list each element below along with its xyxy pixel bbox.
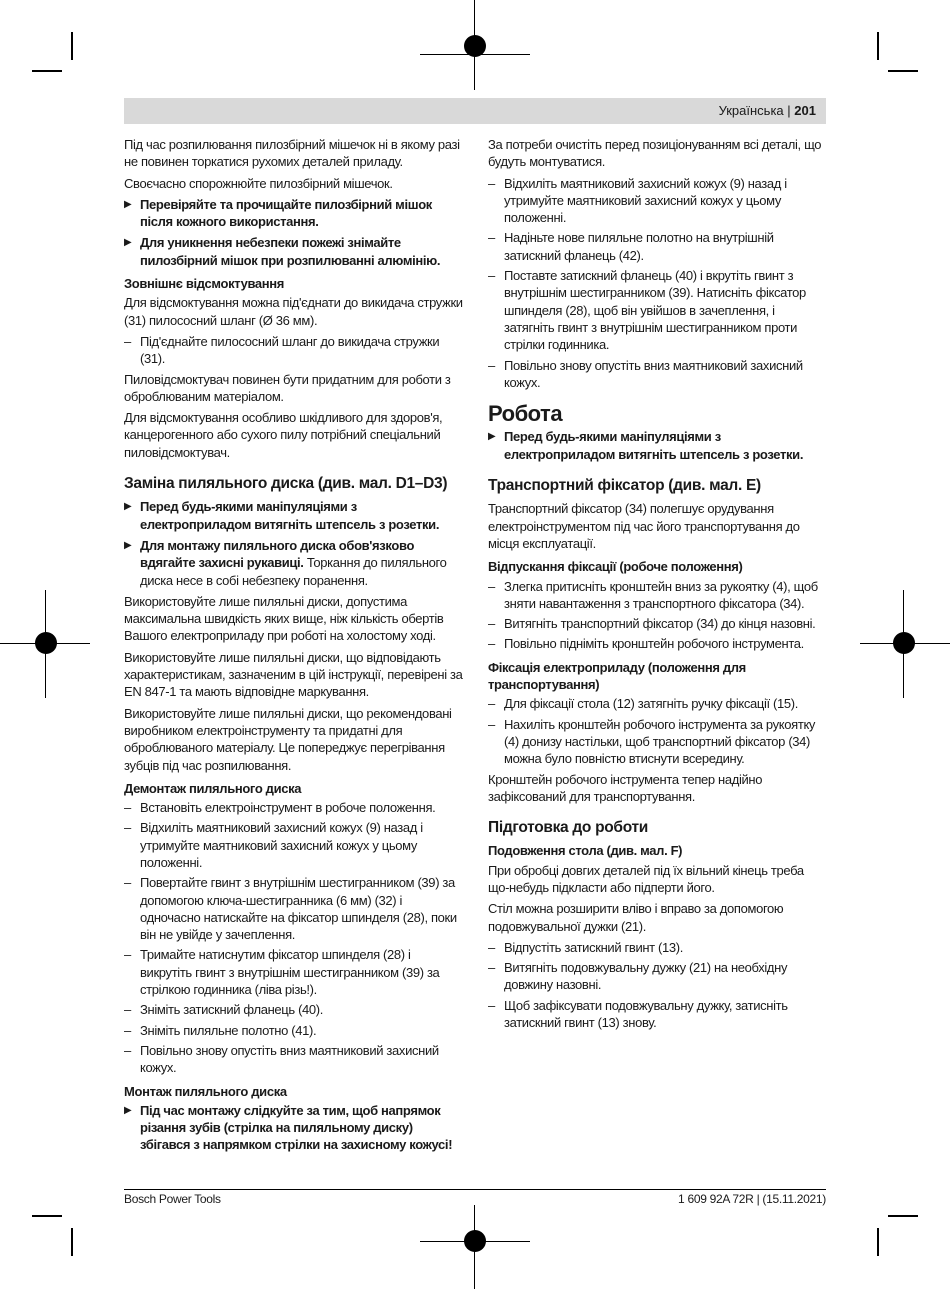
- dash-item: – Повільно знову опустіть вниз маятниковий захисний кожух.: [124, 1042, 439, 1076]
- paragraph: Стіл можна розширити вліво і вправо за допомогою подовжувальної дужки (21).: [488, 901, 784, 934]
- dash-item: – Під'єднайте пилососний шланг до викидача стружки (31).: [124, 333, 440, 367]
- header-separator: |: [787, 103, 791, 118]
- triangle-bullet-icon: ▶: [124, 539, 132, 551]
- dash-item: – Відпустіть затискний гвинт (13).: [488, 939, 684, 955]
- section-subheading: Демонтаж пиляльного диска: [124, 780, 302, 796]
- section-subheading: Відпускання фіксації (робоче положення): [488, 559, 743, 575]
- registration-dot: [464, 35, 486, 57]
- section-heading: Підготовка до роботи: [488, 819, 649, 837]
- dash-item: – Для фіксації стола (12) затягніть ручку фіксації (15).: [488, 696, 799, 712]
- paragraph: Використовуйте лише пиляльні диски, що рекомендовані виробником електроінструменту та придатні для оброблюваного матеріалу. Це попереджує перегрівання зубців під час розпилювання.: [124, 705, 452, 773]
- dash-item: – Відхиліть маятниковий захисний кожух (9) назад і утримуйте маятниковий захисний кожух у цьому положенні.: [124, 820, 423, 870]
- paragraph: Транспортний фіксатор (34) полегшує орудування електроінструментом під час його транспортування до місця експлуатації.: [488, 501, 800, 551]
- dash-item: – Злегка притисніть кронштейн вниз за рукоятку (4), щоб зняти навантаження з транспортного фіксатора (34).: [488, 578, 818, 611]
- dash-item: – Повільно знову опустіть вниз маятниковий захисний кожух.: [488, 357, 803, 390]
- paragraph: При обробці довгих деталей під їх вільний кінець треба що-небудь підкласти або підперти його.: [488, 862, 804, 895]
- crop-mark: [888, 1215, 918, 1217]
- triangle-bullet-icon: ▶: [124, 237, 132, 249]
- warning-item: ▶ Під час монтажу слідкуйте за тим, щоб напрямок різання зубів (стрілка на пиляльному диску) збігався з напрямком стрілки на захисному кожусі!: [124, 1102, 453, 1153]
- dash-item: – Тримайте натиснутим фіксатор шпинделя (28) і викрутіть гвинт з внутрішнім шестигранником (39) за стрілкою годинника (ліва різь!).: [124, 947, 440, 998]
- left-column: [124, 136, 464, 1158]
- registration-dot: [35, 632, 57, 654]
- paragraph: Використовуйте лише пиляльні диски, що відповідають характеристикам, зазначеним в цій інструкції, перевірені за EN 847-1 та мають відповідне маркування.: [124, 649, 463, 700]
- crop-mark: [32, 70, 62, 72]
- dash-item: – Щоб зафіксувати подовжувальну дужку, затисніть затискний гвинт (13) знову.: [488, 997, 788, 1031]
- section-subheading: Зовнішнє відсмоктування: [124, 276, 285, 292]
- section-subheading: Подовження стола (див. мал. F): [488, 843, 683, 859]
- registration-dot: [893, 632, 915, 654]
- page-number: 201: [794, 103, 816, 118]
- warning-item: ▶ Перед будь-якими маніпуляціями з електроприладом витягніть штепсель з розетки.: [488, 429, 804, 462]
- dash-item: – Витягніть транспортний фіксатор (34) до кінця назовні.: [488, 616, 816, 632]
- footer-doc-number: 1 609 92A 72R | (15.11.2021): [678, 1192, 826, 1206]
- footer-brand: Bosch Power Tools: [124, 1192, 221, 1206]
- warning-item: ▶ Для монтажу пиляльного диска обов'язково вдягайте захисні рукавиці. Торкання до пиляльного диска несе в собі небезпеку поранення.: [124, 537, 447, 588]
- crop-mark: [71, 32, 73, 60]
- crop-mark: [877, 32, 879, 60]
- dash-item: – Витягніть подовжувальну дужку (21) на необхідну довжину назовні.: [488, 960, 788, 993]
- section-subheading: Монтаж пиляльного диска: [124, 1083, 287, 1099]
- paragraph: За потреби очистіть перед позиціонуванням всі деталі, що будуть монтуватися.: [488, 137, 822, 170]
- crop-mark: [888, 70, 918, 72]
- paragraph: Під час розпилювання пилозбірний мішечок ні в якому разі не повинен торкатися рухомих деталей приладу.: [124, 137, 460, 170]
- paragraph: Для відсмоктування можна під'єднати до викидача стружки (31) пилососний шланг (Ø 36 мм).: [124, 295, 463, 328]
- dash-item: – Зніміть пиляльне полотно (41).: [124, 1022, 317, 1038]
- warning-item: ▶ Перевіряйте та прочищайте пилозбірний мішок після кожного використання.: [124, 196, 432, 230]
- warning-item: ▶ Для уникнення небезпеки пожежі знімайте пилозбірний мішок при розпилюванні алюмінію.: [124, 235, 441, 268]
- dash-item: – Повертайте гвинт з внутрішнім шестигранником (39) за допомогою ключа-шестигранника (6 мм) (32) і одночасно натискайте на фіксатор шпинделя (28), поки він не увійде у зачеплення.: [124, 875, 457, 943]
- dash-item: – Нахиліть кронштейн робочого інструмента за рукоятку (4) донизу настільки, щоб транспортний фіксатор (34) можна було повністю втиснути всередину.: [488, 716, 816, 767]
- paragraph: Своєчасно спорожнюйте пилозбірний мішечок.: [124, 175, 393, 191]
- paragraph: Пиловідсмоктувач повинен бути придатним для роботи з оброблюваним матеріалом.: [124, 371, 451, 404]
- header-text: [719, 103, 816, 118]
- header-language: Українська: [718, 103, 784, 118]
- registration-dot: [464, 1230, 486, 1252]
- section-heading: Транспортний фіксатор (див. мал. E): [488, 477, 761, 495]
- paragraph: Кронштейн робочого інструмента тепер надійно зафіксований для транспортування.: [488, 771, 763, 804]
- right-column: [488, 136, 828, 1034]
- dash-item: – Надіньте нове пиляльне полотно на внутрішній затискний фланець (42).: [488, 230, 774, 263]
- section-heading: Заміна пиляльного диска (див. мал. D1–D3): [124, 475, 448, 493]
- page-header: [124, 98, 826, 124]
- section-subheading: Фіксація електроприладу (положення для транспортування): [488, 659, 746, 693]
- paragraph: Для відсмоктування особливо шкідливого для здоров'я, канцерогенного або сухого пилу потрібний спеціальний пиловідсмоктувач.: [124, 410, 443, 460]
- triangle-bullet-icon: ▶: [124, 198, 132, 210]
- dash-item: – Відхиліть маятниковий захисний кожух (9) назад і утримуйте маятниковий захисний кожух у цьому положенні.: [488, 175, 787, 226]
- dash-item: – Повільно підніміть кронштейн робочого інструмента.: [488, 636, 804, 652]
- triangle-bullet-icon: ▶: [124, 501, 132, 513]
- dash-item: – Встановіть електроінструмент в робоче положення.: [124, 800, 436, 816]
- triangle-bullet-icon: ▶: [488, 431, 496, 443]
- crop-mark: [877, 1228, 879, 1256]
- footer-rule: [124, 1189, 826, 1190]
- crop-mark: [32, 1215, 62, 1217]
- crop-mark: [71, 1228, 73, 1256]
- dash-item: – Зніміть затискний фланець (40).: [124, 1002, 324, 1018]
- dash-item: – Поставте затискний фланець (40) і вкрутіть гвинт з внутрішнім шестигранником (39). Натисніть фіксатор шпинделя (28), щоб він увійшов в зачеплення, і затягніть гвинт з внутрішнім шестигранником проти стрілки годинника.: [488, 268, 806, 353]
- chapter-heading: Робота: [488, 401, 563, 427]
- paragraph: Використовуйте лише пиляльні диски, допустима максимальна швидкість яких вище, ніж кількість обертів Вашого електроприладу при роботі на холостому ході.: [124, 593, 444, 644]
- warning-item: ▶ Перед будь-якими маніпуляціями з електроприладом витягніть штепсель з розетки.: [124, 499, 440, 532]
- triangle-bullet-icon: ▶: [124, 1104, 132, 1116]
